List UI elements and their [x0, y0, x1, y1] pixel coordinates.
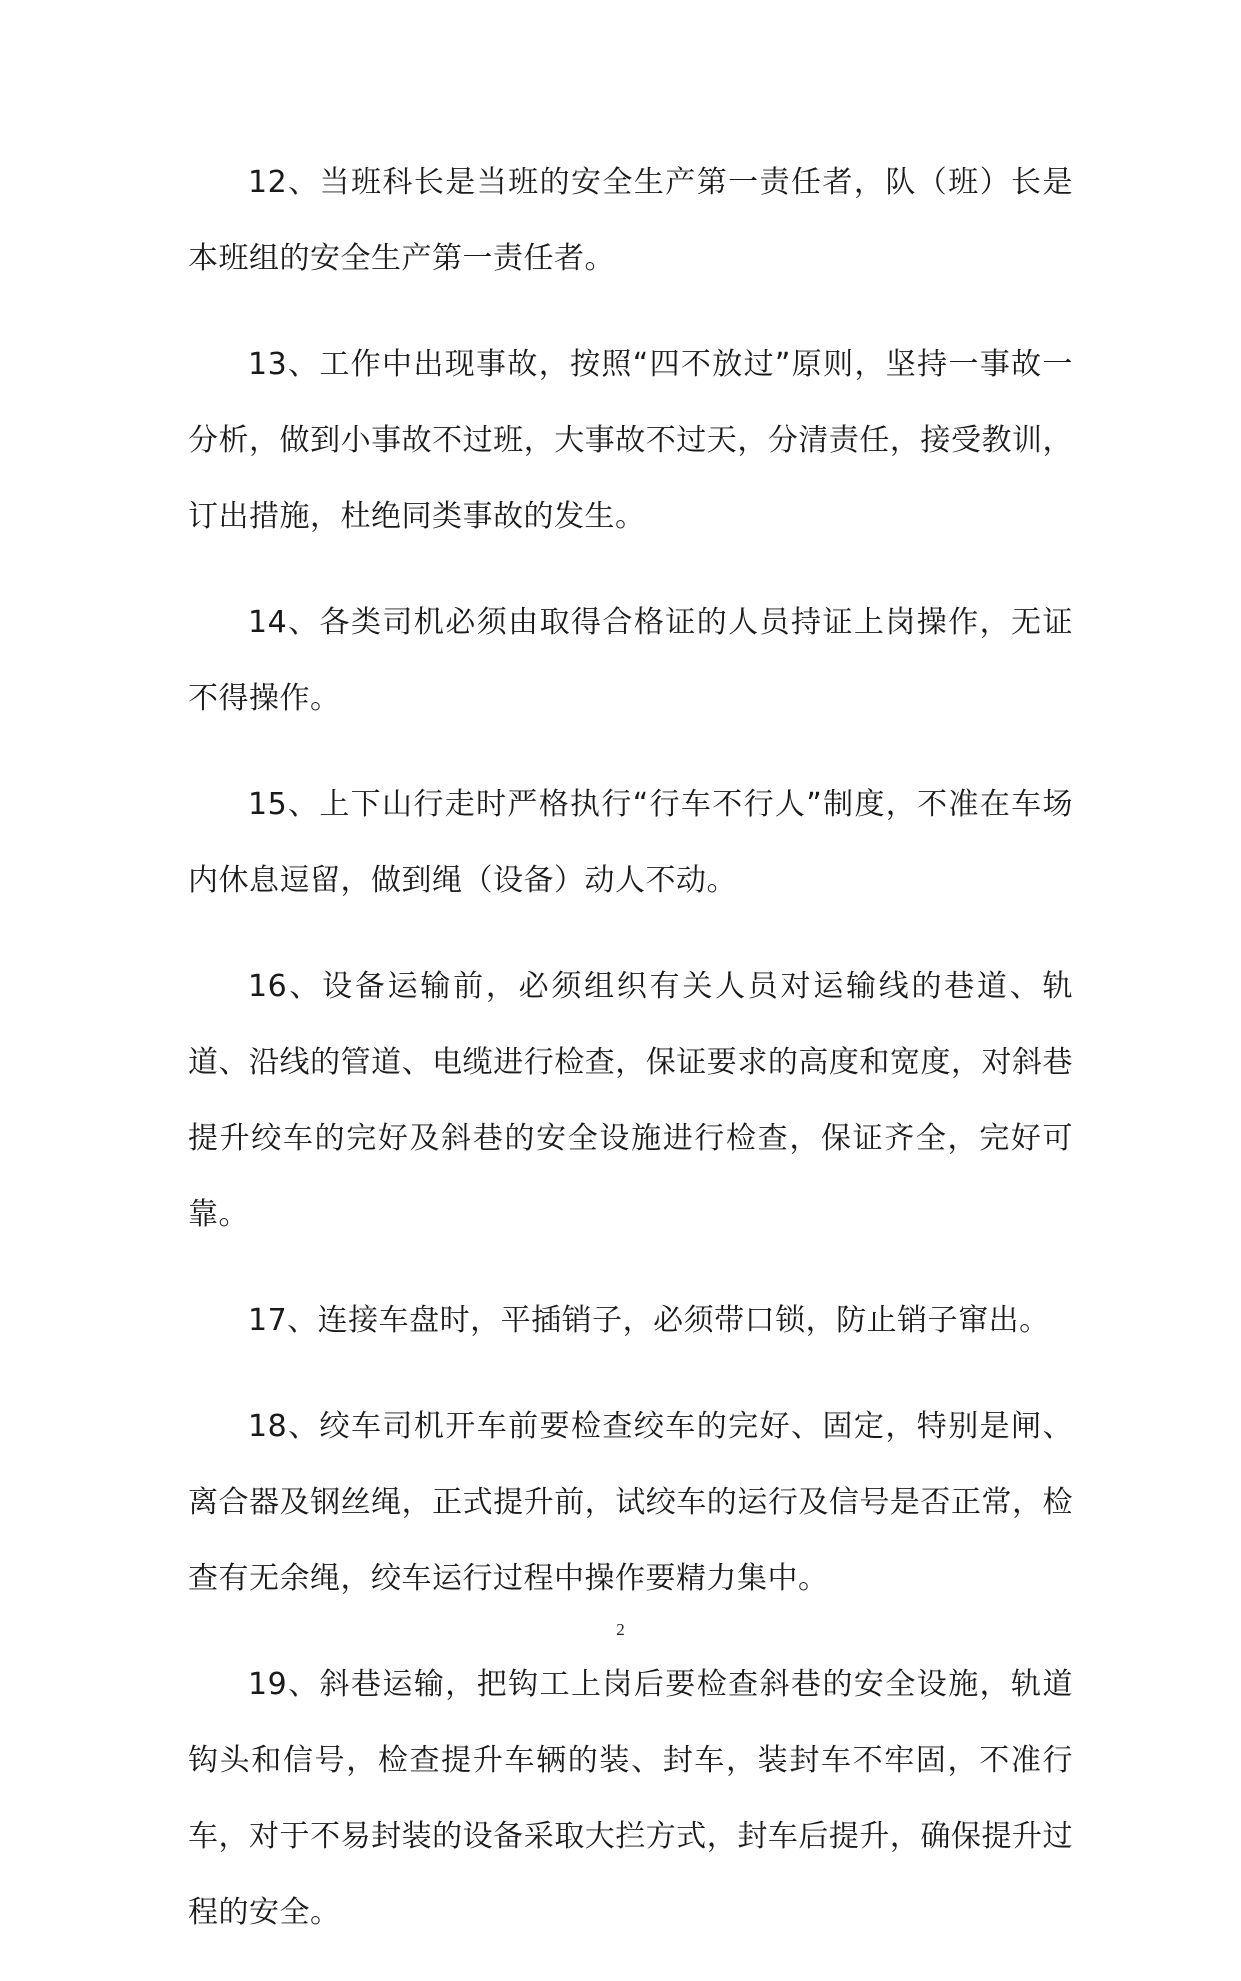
paragraph-item-12: 12、当班科长是当班的安全生产第一责任者，队（班）长是本班组的安全生产第一责任者。 — [188, 165, 1073, 276]
paragraph-item-17: 17、连接车盘时，平插销子，必须带口锁，防止销子窜出。 — [248, 1303, 1050, 1338]
page-number: 2 — [616, 1620, 625, 1639]
paragraph-item-18: 18、绞车司机开车前要检查绞车的完好、固定，特别是闸、离合器及钢丝绳，正式提升前，试绞车的运行及信号是否正常，检查有无余绳，绞车运行过程中操作要精力集中。 — [188, 1409, 1073, 1596]
paragraph-item-13: 13、工作中出现事故，按照“四不放过”原则，坚持一事故一分析，做到小事故不过班，大事故不过天，分清责任，接受教训，订出措施，杜绝同类事故的发生。 — [188, 347, 1073, 534]
paragraph-item-14: 14、各类司机必须由取得合格证的人员持证上岗操作，无证不得操作。 — [188, 605, 1073, 716]
paragraph-item-15: 15、上下山行走时严格执行“行车不行人”制度，不准在车场内休息逗留，做到绳（设备）动人不动。 — [188, 787, 1073, 898]
paragraph-item-19: 19、斜巷运输，把钩工上岗后要检查斜巷的安全设施，轨道钩头和信号，检查提升车辆的装、封车，装封车不牢固，不准行车，对于不易封装的设备采取大拦方式，封车后提升，确保提升过程的安全。 — [188, 1667, 1073, 1930]
paragraph-item-16: 16、设备运输前，必须组织有关人员对运输线的巷道、轨道、沿线的管道、电缆进行检查，保证要求的高度和宽度，对斜巷提升绞车的完好及斜巷的安全设施进行检查，保证齐全，完好可靠。 — [188, 969, 1073, 1232]
document-body — [188, 145, 1073, 1981]
